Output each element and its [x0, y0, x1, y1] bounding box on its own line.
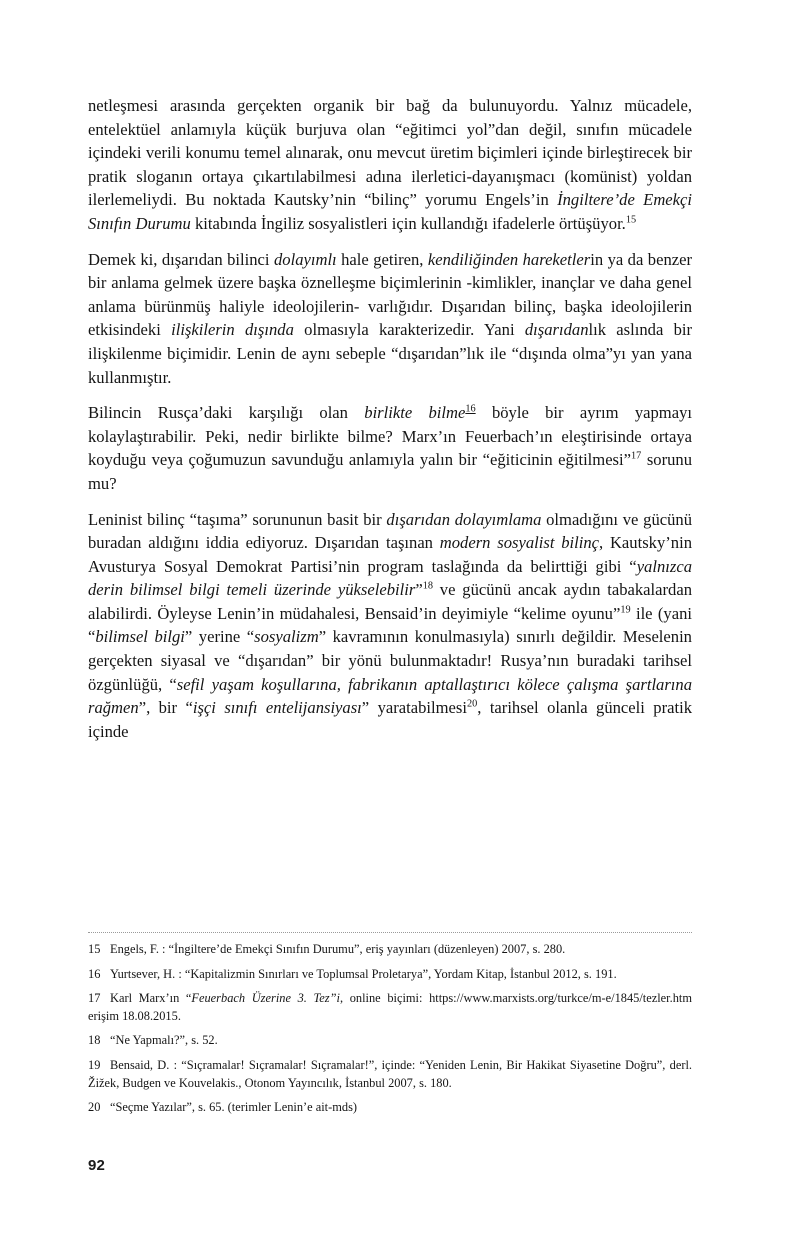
footnote-item [88, 990, 692, 1025]
emphasis-text: kendiliğinden hareketler [427, 249, 591, 269]
footnote-reference: 18 [422, 580, 433, 592]
footnote-item [88, 1057, 692, 1092]
body-paragraph [88, 248, 692, 390]
footnote-reference: 17 [631, 450, 642, 462]
footnote-reference: 16 [465, 403, 476, 415]
text-run: Demek ki, dışarıdan bilinci [88, 249, 274, 269]
footnote-reference: 15 [625, 214, 637, 226]
text-run: kitabında İngiliz sosyalistleri için kullandığı ifadelerle örtüşüyor. [190, 213, 626, 233]
footnote-number: 15 [88, 942, 101, 956]
text-run: ile (yani “ [88, 603, 692, 647]
text-run: ve gücünü ancak aydın tabakalardan alabilirdi. Öyleyse Lenin’in müdahalesi, Bensaid’in deyimiyle “kelime oyunu” [88, 580, 692, 623]
footnote-item [88, 1099, 692, 1117]
text-run: ” yerine “ [184, 627, 255, 647]
text-run: böyle bir ayrım yapmayı kolaylaştırabilir. Peki, nedir birlikte bilme? Marx’ın Feuerbach’ın eleştirisinde ortaya koyduğu veya çoğumuzun savunduğu anlamıyla yalın bir “eğiticinin eğitilmesi” [88, 403, 692, 470]
footnote-separator-rule [88, 932, 692, 933]
emphasis-text: bilimsel bilgi [95, 627, 185, 647]
footnote-item [88, 941, 692, 959]
footnote-item [88, 966, 692, 984]
text-run: Leninist bilinç “taşıma” sorununun basit bir [88, 509, 387, 529]
text-run: “Seçme Yazılar”, s. 65. (terimler Lenin’e ait-mds) [110, 1100, 358, 1115]
text-run: hale getiren, [336, 249, 428, 269]
text-run: olmasıyla karakterizedir. Yani [293, 320, 525, 340]
emphasis-text: sosyalizm [254, 627, 319, 647]
text-run: , online biçimi: https://www.marxists.org/turkce/m-e/1845/tezler.htm erişim 18.08.2015. [88, 991, 692, 1023]
text-run: Engels, F. : “İngiltere’de Emekçi Sınıfın Durumu”, eriş yayınları (düzenleyen) 2007, s. 280. [110, 942, 566, 956]
body-paragraph [88, 508, 692, 744]
body-text-column [88, 94, 692, 743]
emphasis-text: İngiltere’de Emekçi Sınıfın Durumu [88, 190, 693, 233]
text-run: netleşmesi arasında gerçekten organik bir bağ da bulunuyordu. Yalnız mücadele, entelektüel anlamıyla küçük burjuva olan “eğitimci yol”dan değil, sınıfın mücadele içindeki verili konumu temel alınarak, onu mevcut üretim biçimleri içinde birleştirecek bir pratik sloganın ortaya çıkartılabilmesi adına ilerletici-dayanışmacı (komünist) yoldan ilerlemeliydi. Bu noktada Kautsky’nin “bilinç” yorumu Engels’in [88, 96, 692, 210]
body-paragraph-list [88, 94, 692, 743]
text-run: Bensaid, D. : “Sıçramalar! Sıçramalar! Sıçramalar!”, içinde: “Yeniden Lenin, Bir Hakikat Siyasetine Doğru”, derl. Žižek, Budgen ve Kouvelakis., Otonom Yayıncılık, İstanbul 2007, s. 180. [88, 1057, 692, 1090]
emphasis-text: Feuerbach Üzerine 3. Tez”i [191, 991, 340, 1006]
text-run: “Ne Yapmalı?”, s. 52. [110, 1033, 218, 1048]
text-run: sorunu mu? [88, 450, 693, 493]
text-run: , tarihsel olanla günceli pratik içinde [88, 698, 692, 741]
emphasis-text: dışarıdan [524, 320, 589, 340]
footnote-number: 16 [88, 966, 101, 981]
text-run: ” yaratabilmesi [361, 698, 467, 718]
text-run: , Kautsky’nin Avusturya Sosyal Demokrat Partisi’nin program taslağında da belirttiği gibi “ [88, 533, 692, 576]
text-run: ” kavramının konulmasıyla) sınırlı değildir. Meselenin gerçekten siyasal ve “dışarıdan” bir yönü bulunmaktadır! Rusya’nın buradaki tarihsel özgünlüğü, “ [88, 627, 692, 694]
text-run: ”, bir “ [138, 698, 193, 718]
text-run: in ya da benzer bir anlama gelmek üzere başka öznelleşme biçimlerinin -kimlikler, inançlar ve daha genel anlama bürünmüş haliyle ideolojilerin- varlığıdır. Dışarıdan bilinç, başka ideolojilerin etkisindeki [88, 249, 692, 340]
footnote-number: 17 [88, 991, 101, 1006]
text-run: olmadığını ve gücünü buradan aldığını iddia ediyoruz. Dışarıdan taşınan [88, 509, 692, 553]
body-paragraph [88, 401, 692, 495]
footnote-list [88, 941, 692, 1124]
text-run: Bilincin Rusça’daki karşılığı olan [88, 403, 365, 423]
text-run: lık aslında bir ilişkilenme biçimidir. Lenin de aynı sebeple “dışarıdan”lık ile “dışında olma”yı yan yana kullanmıştır. [88, 320, 693, 387]
body-paragraph [88, 94, 692, 236]
text-run: Karl Marx’ın “ [110, 991, 192, 1006]
footnote-number: 19 [88, 1057, 101, 1072]
emphasis-text: birlikte bilme [364, 403, 466, 423]
emphasis-text: ilişkilerin dışında [171, 320, 294, 340]
footnote-items-container [88, 941, 692, 1117]
footnote-reference: 19 [620, 604, 631, 616]
footnote-number: 20 [88, 1100, 101, 1115]
footnote-reference: 20 [466, 698, 478, 710]
footnote-item [88, 1032, 692, 1050]
emphasis-text: sefil yaşam koşullarına, fabrikanın aptallaştırıcı kölece çalışma şartlarına rağmen [88, 674, 693, 718]
emphasis-text: modern sosyalist bilinç [439, 533, 600, 553]
emphasis-text: yalnızca derin bilimsel bilgi temeli üzerinde yükselebilir [88, 556, 692, 600]
footnote-number: 18 [88, 1033, 101, 1048]
text-run: ” [415, 580, 423, 600]
emphasis-text: işçi sınıfı entelijansiyası [192, 698, 362, 718]
text-run: Yurtsever, H. : “Kapitalizmin Sınırları ve Toplumsal Proletarya”, Yordam Kitap, İstanbul 2012, s. 191. [110, 966, 617, 981]
page-number: 92 [88, 1157, 106, 1174]
emphasis-text: dolayımlı [273, 249, 337, 269]
emphasis-text: dışarıdan dolayımlama [386, 509, 542, 529]
